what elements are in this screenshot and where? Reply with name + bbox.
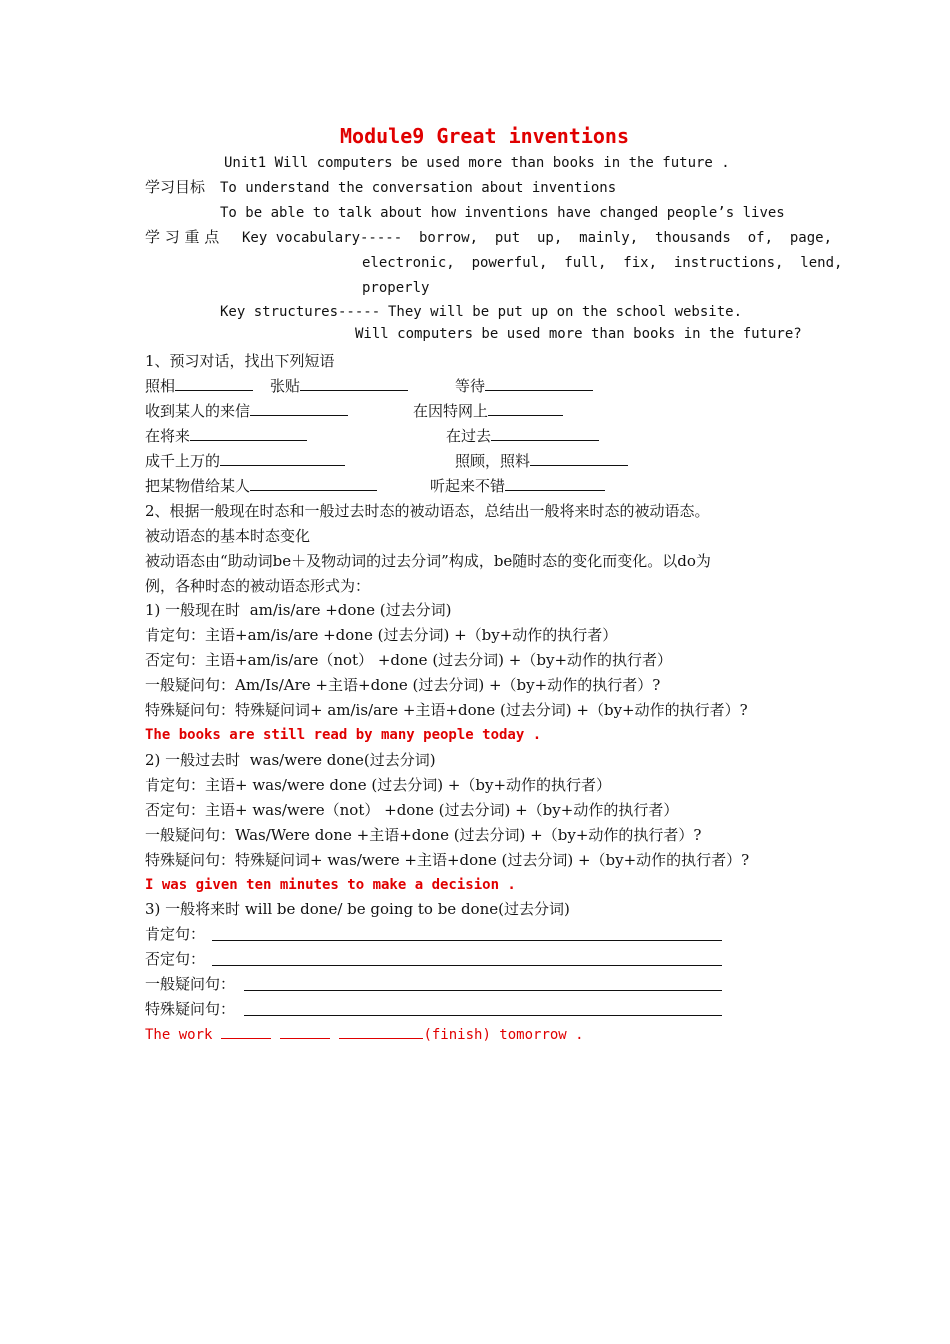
section2-intro-1: 被动语态由“助动词be＋及物动词的过去分词”构成，be随时态的变化而变化。以do为 — [145, 552, 711, 570]
future-example — [145, 1025, 584, 1044]
objective-1: To understand the conversation about inventions — [220, 180, 617, 196]
structure-1: They will be put up on the school website. — [388, 304, 743, 320]
answer-blank[interactable] — [250, 477, 377, 491]
unit-heading: Unit1 Will computers be used more than books in the future . — [224, 155, 730, 171]
phrase-extra-label: 等待 — [455, 377, 486, 395]
phrase-left: 把某物借给某人 — [145, 477, 251, 495]
past-affirm: 肯定句：主语+ was/were done (过去分词) +（by+动作的执行者） — [145, 776, 612, 794]
future-wh-label: 特殊疑问句： — [145, 1000, 236, 1018]
phrase-row-3-right — [446, 427, 599, 445]
phrase-right: 听起来不错 — [430, 477, 506, 495]
phrase-right: 在因特网上 — [413, 402, 489, 420]
phrase-row-4 — [145, 452, 345, 470]
section1-heading: 1、预习对话，找出下列短语 — [145, 352, 335, 370]
past-negative: 否定句：主语+ was/were（not） +done (过去分词) +（by+动作的执行者） — [145, 801, 679, 819]
future-wh-blank[interactable] — [244, 1015, 722, 1016]
phrase-row-4-right — [455, 452, 628, 470]
page-title: Module9 Great inventions — [340, 124, 629, 148]
answer-blank[interactable] — [530, 452, 628, 466]
vocab-line-2: electronic, powerful, full, fix, instructions, lend, — [362, 255, 843, 271]
phrase-left: 收到某人的来信 — [145, 402, 251, 420]
phrase-left: 照相 — [145, 377, 176, 395]
phrase-right: 张贴 — [270, 377, 301, 395]
past-example: I was given ten minutes to make a decision . — [145, 877, 516, 893]
answer-blank[interactable] — [190, 427, 307, 441]
answer-blank[interactable] — [491, 427, 599, 441]
phrase-right: 在过去 — [446, 427, 492, 445]
phrase-extra — [455, 377, 593, 395]
objectives-label: 学习目标 — [145, 178, 206, 196]
present-heading: 1) 一般现在时 am/is/are +done (过去分词) — [145, 601, 452, 619]
future-heading: 3) 一般将来时 will be done/ be going to be done(过去分词) — [145, 900, 570, 918]
phrase-row-5 — [145, 477, 377, 495]
past-wh: 特殊疑问句：特殊疑问词+ was/were +主语+done (过去分词) +（by+动作的执行者）? — [145, 851, 750, 869]
present-wh: 特殊疑问句：特殊疑问词+ am/is/are +主语+done (过去分词) +（by+动作的执行者）? — [145, 701, 748, 719]
answer-blank[interactable] — [505, 477, 605, 491]
past-yesno: 一般疑问句：Was/Were done +主语+done (过去分词) +（by+动作的执行者）? — [145, 826, 702, 844]
future-negative-label: 否定句： — [145, 950, 206, 968]
vocab-line-1: borrow, put up, mainly, thousands of, page, — [419, 230, 833, 246]
future-negative-blank[interactable] — [212, 965, 722, 966]
structures-label: Key structures----- — [220, 304, 381, 320]
phrase-row-2 — [145, 402, 348, 420]
answer-blank[interactable] — [488, 402, 563, 416]
future-yesno-blank[interactable] — [244, 990, 722, 991]
key-points-label: 学 习 重 点 — [145, 228, 220, 246]
future-affirm-label: 肯定句： — [145, 925, 206, 943]
phrase-row-3 — [145, 427, 307, 445]
section2-heading: 2、根据一般现在时态和一般过去时态的被动语态，总结出一般将来时态的被动语态。 — [145, 502, 710, 520]
present-example: The books are still read by many people today . — [145, 727, 542, 743]
future-yesno-label: 一般疑问句： — [145, 975, 236, 993]
section2-intro-2: 例，各种时态的被动语态形式为： — [145, 577, 371, 595]
vocab-line-3: properly — [362, 280, 430, 296]
phrase-right: 照顾，照料 — [455, 452, 531, 470]
future-affirm-blank[interactable] — [212, 940, 722, 941]
present-yesno: 一般疑问句：Am/Is/Are +主语+done (过去分词) +（by+动作的执行者）? — [145, 676, 661, 694]
answer-blank[interactable] — [280, 1025, 330, 1039]
objective-2: To be able to talk about how inventions have changed people’s lives — [220, 205, 785, 221]
answer-blank[interactable] — [339, 1025, 423, 1039]
future-example-end: (finish) tomorrow . — [423, 1027, 584, 1043]
answer-blank[interactable] — [300, 377, 408, 391]
answer-blank[interactable] — [175, 377, 253, 391]
phrase-row-5-right — [430, 477, 605, 495]
phrase-row-1 — [145, 377, 253, 395]
future-example-start: The work — [145, 1027, 213, 1043]
section2-subheading: 被动语态的基本时态变化 — [145, 527, 311, 545]
answer-blank[interactable] — [485, 377, 593, 391]
present-negative: 否定句：主语+am/is/are（not） +done (过去分词) +（by+动作的执行者） — [145, 651, 673, 669]
vocab-label: Key vocabulary----- — [242, 230, 403, 246]
phrase-left: 成千上万的 — [145, 452, 221, 470]
present-affirm: 肯定句：主语+am/is/are +done (过去分词) +（by+动作的执行者） — [145, 626, 618, 644]
answer-blank[interactable] — [220, 452, 345, 466]
phrase-left: 在将来 — [145, 427, 191, 445]
phrase-row-2-right — [413, 402, 563, 420]
past-heading: 2) 一般过去时 was/were done(过去分词) — [145, 751, 436, 769]
structure-2: Will computers be used more than books in the future? — [355, 326, 802, 342]
answer-blank[interactable] — [250, 402, 348, 416]
phrase-row-1-right — [270, 377, 408, 395]
answer-blank[interactable] — [221, 1025, 271, 1039]
